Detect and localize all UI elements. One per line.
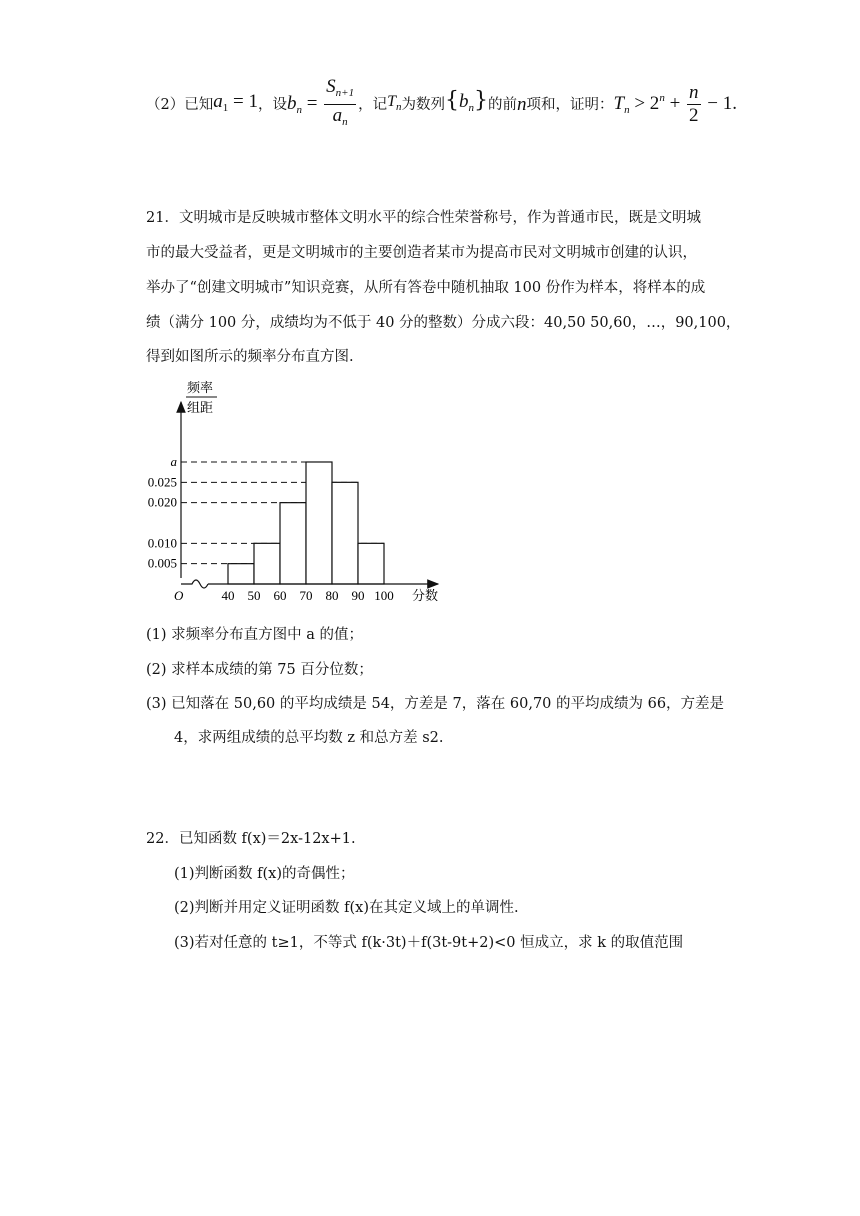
qian-text: 的前 xyxy=(488,96,518,113)
tn-symbol: $T_n$ xyxy=(387,93,402,113)
q22-sub2: (2)判断并用定义证明函数 f(x)在其定义域上的单调性. xyxy=(174,900,519,916)
frequency-histogram xyxy=(140,372,460,612)
q22-sub3: (3)若对任意的 t≥1，不等式 f(k·3t)＋f(3t-9t+2)<0 恒成立，求 k 的取值范围 xyxy=(174,935,684,951)
y-label-numerator: 频率 xyxy=(187,380,214,395)
x-tick-label-50: 50 xyxy=(247,588,261,603)
part2-line xyxy=(146,76,737,133)
x-tick-label-60: 60 xyxy=(273,588,287,603)
histogram-bar-90-100 xyxy=(358,543,384,584)
y-tick-label-1: 0.025 xyxy=(147,474,177,490)
wei-text: 为数列 xyxy=(401,96,446,113)
q22-sub1: (1)判断函数 f(x)的奇偶性； xyxy=(174,866,355,882)
y-tick-label-4: 0.005 xyxy=(147,555,177,571)
inequality: $T_n > 2^n$ + $\frac{n}{2}$ − 1. xyxy=(613,82,737,126)
histogram-bar-60-70 xyxy=(280,503,306,584)
x-tick-label-80: 80 xyxy=(325,588,339,603)
histogram-bar-40-50 xyxy=(228,564,254,584)
histogram-bar-50-60 xyxy=(254,543,280,584)
histogram-bar-70-80 xyxy=(306,462,332,584)
bn-definition: $b_n$ = $\frac{S_{n+1}}{a_n}$ xyxy=(287,76,358,133)
q21-sub1: (1) 求频率分布直方图中 a 的值； xyxy=(146,627,364,643)
y-tick-label-0: a xyxy=(170,453,177,469)
y-label-denominator: 组距 xyxy=(187,400,214,415)
n-var: n xyxy=(517,93,527,115)
q21-line-2: 市的最大受益者，更是文明城市的主要创造者某市为提高市民对文明城市创建的认识， xyxy=(146,245,697,261)
part2-prefix: （2）已知 xyxy=(146,96,214,113)
a1-expression: $a_1 = 1$ xyxy=(213,90,258,114)
x-axis-break xyxy=(181,580,208,588)
q21-line-4: 绩（满分 100 分，成绩均为不低于 40 分的整数）分成六段：40,50 50,60，…，90,100， xyxy=(146,315,741,331)
x-tick-label-100: 100 xyxy=(374,588,394,603)
ji-text: ，记 xyxy=(358,96,388,113)
q21-sub3-line1: (3) 已知落在 50,60 的平均成绩是 54，方差是 7，落在 60,70 的平均成绩为 66，方差是 xyxy=(146,696,725,712)
y-tick-label-3: 0.010 xyxy=(147,535,177,551)
x-tick-label-70: 70 xyxy=(299,588,313,603)
x-tick-label-40: 40 xyxy=(221,588,235,603)
q21-line-5: 得到如图所示的频率分布直方图. xyxy=(146,349,354,365)
half-fraction: $\frac{n}{2}$ xyxy=(689,82,699,126)
q21-line-1: 21．文明城市是反映城市整体文明水平的综合性荣誉称号，作为普通市民，既是文明城 xyxy=(146,210,701,226)
sequence-bn: $\{b_n\}$ xyxy=(445,88,489,114)
x-axis-label: 分数 xyxy=(412,588,439,603)
y-tick-label-2: 0.020 xyxy=(147,494,177,510)
q21-sub3-line2: 4，求两组成绩的总平均数 z 和总方差 s2. xyxy=(174,730,444,746)
q21-line-3: 举办了“创建文明城市”知识竞赛，从所有答卷中随机抽取 100 份作为样本，将样本的成 xyxy=(146,280,706,296)
q22-intro: 22．已知函数 f(x)＝2x-12x+1. xyxy=(146,831,356,847)
origin-label: O xyxy=(174,588,184,603)
bn-fraction: $\frac{S_{n+1}}{a_n}$ xyxy=(326,76,355,128)
set-text: ，设 xyxy=(257,96,287,113)
histogram-bar-80-90 xyxy=(332,482,358,584)
q21-sub2: (2) 求样本成绩的第 75 百分位数； xyxy=(146,662,373,678)
x-tick-label-90: 90 xyxy=(351,588,365,603)
xianghe-text: 项和，证明： xyxy=(526,96,614,113)
